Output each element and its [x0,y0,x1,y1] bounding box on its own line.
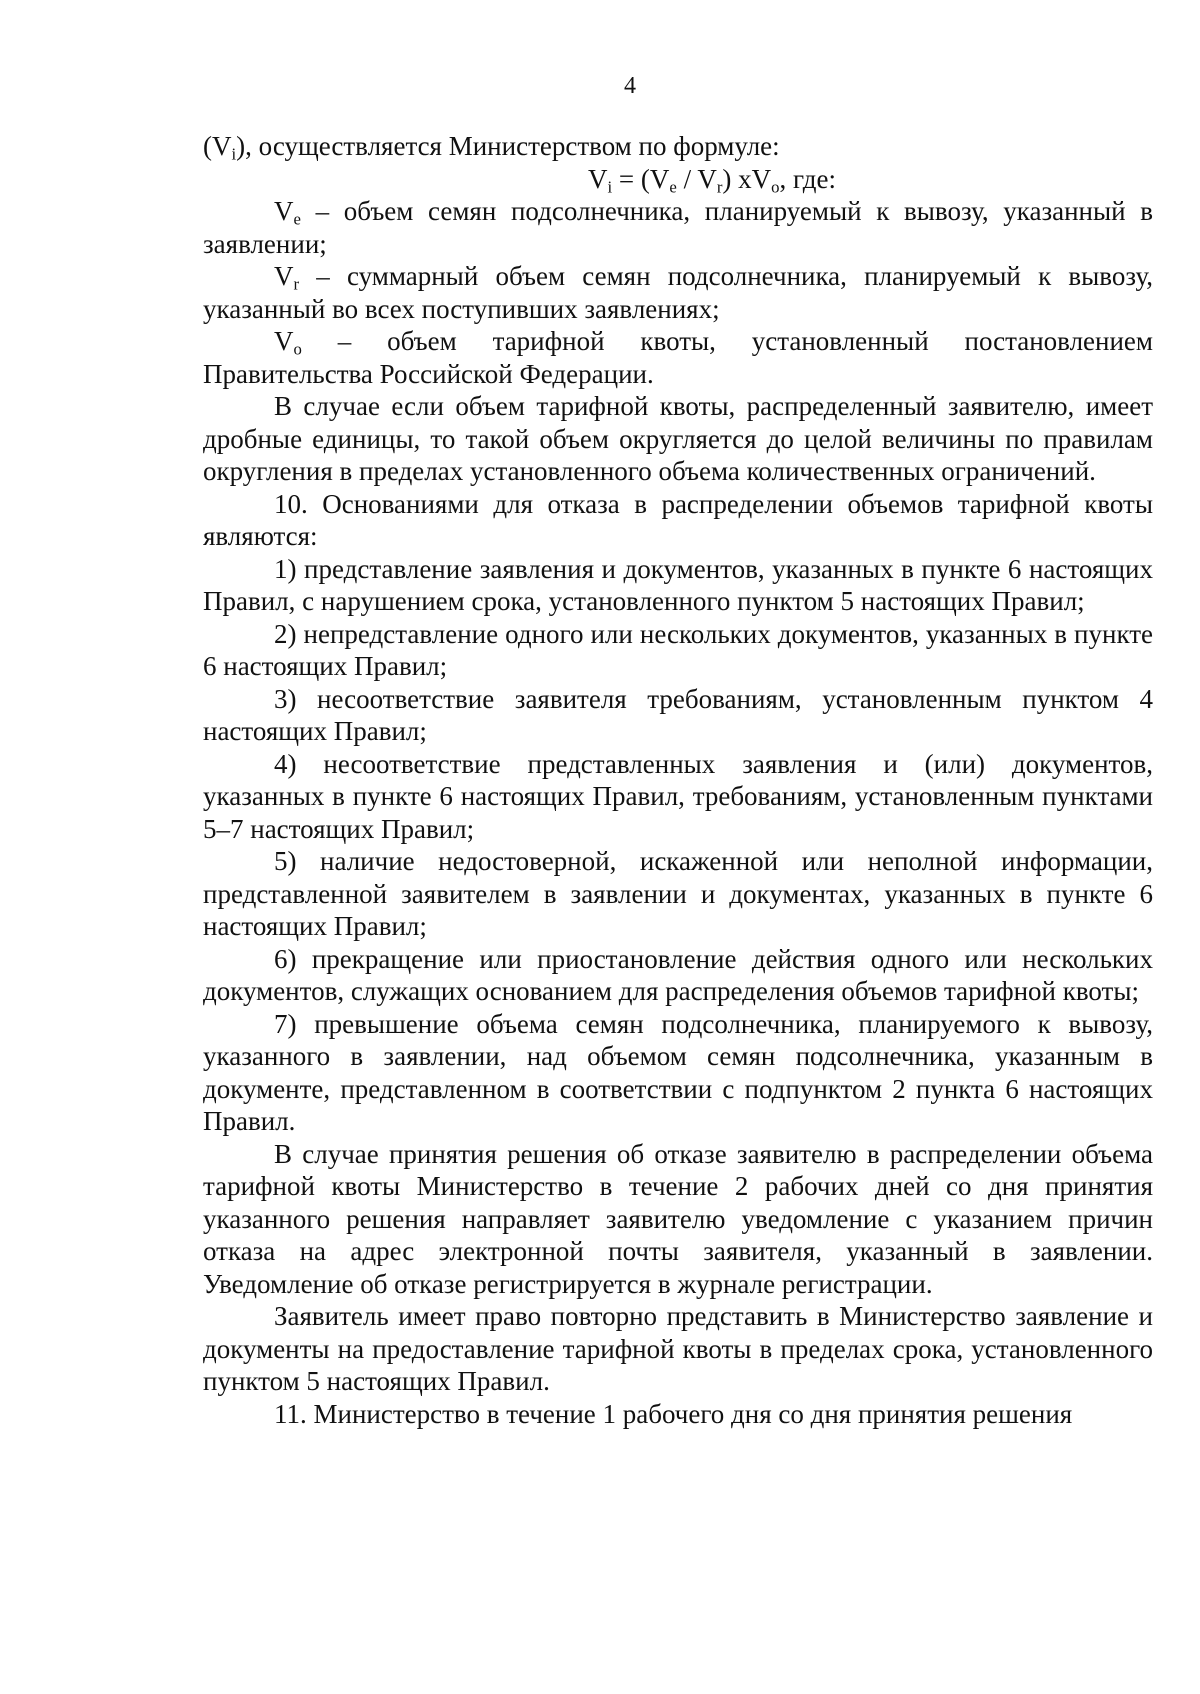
formula: $V_i = (V_e / V_r)$ $xV_o$, где: [588,163,836,197]
list-item-2: 2) непредставление одного или нескольких документов, указанных в пункте 6 настоящих Правил; [203,618,1153,681]
list-item-4: 4) несоответствие представленных заявления и (или) документов, указанных в пункте 6 настоящих Правил, требованиям, установленным пунктами 5–7 настоящих Правил; [203,748,1153,844]
paragraph-11: 11. Министерство в течение 1 рабочего дня со дня принятия решения [274,1398,1073,1429]
list-item-3: 3) несоответствие заявителя требованиям, установленным пунктом 4 настоящих Правил; [203,683,1153,746]
paragraph-refusal: В случае принятия решения об отказе заявителю в распределении объема тарифной квоты Министерство в течение 2 рабочих дней со дня принятия указанного решения направляет заявителю уведомление с указанием причин отказа на адрес электронной почты заявителя, указанный в заявлении. Уведомление об отказе регистрируется в журнале регистрации. [203,1138,1153,1299]
list-item-6: 6) прекращение или приостановление действия одного или нескольких документов, служащих основанием для распределения объемов тарифной квоты; [203,943,1153,1006]
definition-vr: $V_r$ – суммарный объем семян подсолнечника, планируемый к вывозу, указанный во всех поступивших заявлениях; [203,261,1153,324]
paragraph-resubmit: Заявитель имеет право повторно представить в Министерство заявление и документы на предоставление тарифной квоты в пределах срока, установленного пунктом 5 настоящих Правил. [203,1301,1153,1396]
definition-ve: $V_e$ – объем семян подсолнечника, планируемый к вывозу, указанный в заявлении; [203,196,1153,259]
list-item-7: 7) превышение объема семян подсолнечника, планируемого к вывозу, указанного в заявлении, над объемом семян подсолнечника, указанным в документе, представленном в соответствии с подпунктом 2 пункта 6 настоящих Правил. [203,1008,1153,1136]
document-body [203,130,1153,1430]
definition-vo: $V_o$ – объем тарифной квоты, установленный постановлением Правительства Российской Федерации. [203,326,1153,389]
page-number: 4 [624,73,636,99]
paragraph-rounding: В случае если объем тарифной квоты, распределенный заявителю, имеет дробные единицы, то такой объем округляется до целой величины по правилам округления в пределах установленного объема количественных ограничений. [203,391,1153,486]
paragraph-10: 10. Основаниями для отказа в распределении объемов тарифной квоты являются: [203,488,1153,551]
list-item-5: 5) наличие недостоверной, искаженной или неполной информации, представленной заявителем в заявлении и документах, указанных в пункте 6 настоящих Правил; [203,846,1153,941]
list-item-1: 1) представление заявления и документов, указанных в пункте 6 настоящих Правил, с нарушением срока, установленного пунктом 5 настоящих Правил; [203,553,1153,616]
formula-lead: $(V_i)$, осуществляется Министерством по формуле: [203,131,780,164]
